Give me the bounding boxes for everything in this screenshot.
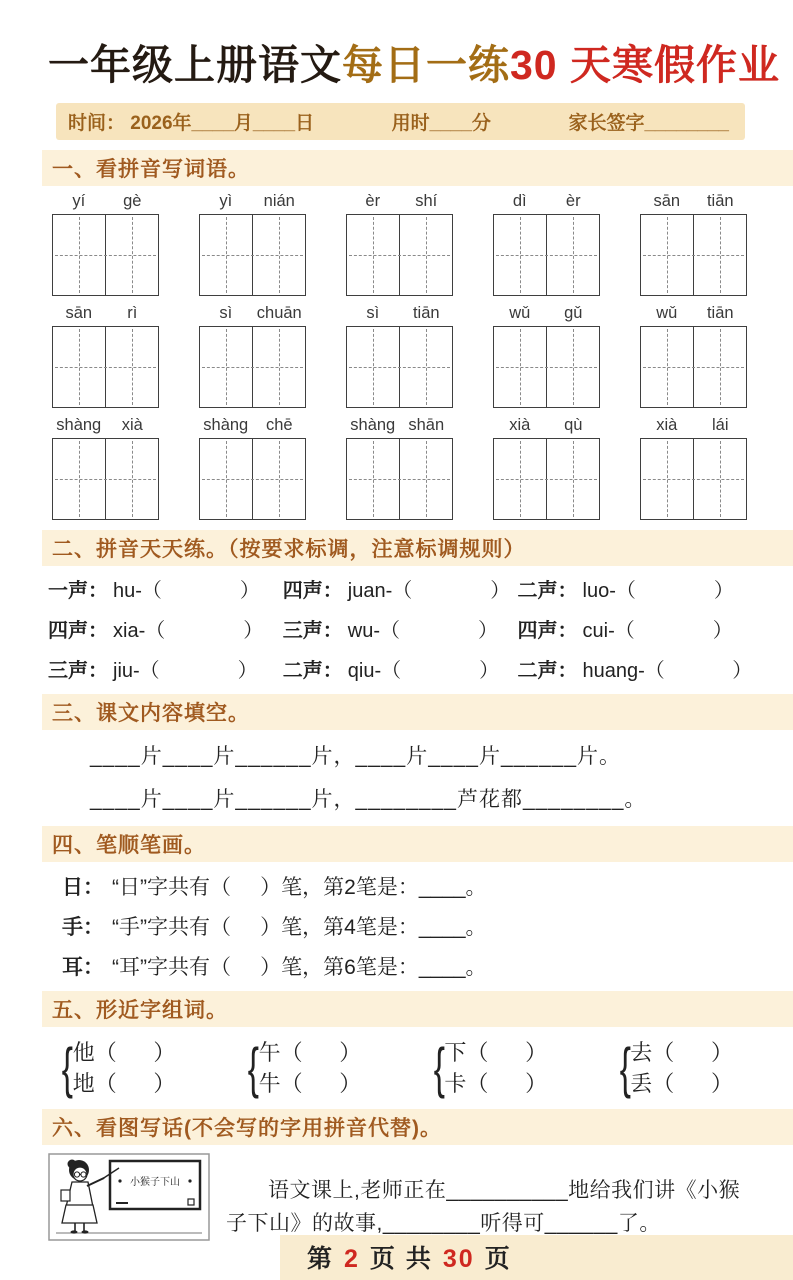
compare-word-row: 地（ ）	[72, 1071, 176, 1096]
teacher-illustration	[48, 1153, 210, 1246]
footer-suffix: 页	[484, 1245, 512, 1273]
word-block	[640, 416, 747, 520]
fill-blank-line: ____片____片______片，____片____片______片。	[90, 745, 622, 768]
pinyin-syllable: shàng	[56, 416, 102, 434]
footer-page-number: 2	[344, 1245, 360, 1273]
tone-item	[283, 574, 518, 603]
pinyin-syllable: xià	[509, 416, 531, 434]
pinyin-labels	[346, 416, 453, 438]
tone-item	[518, 654, 753, 683]
word-block	[52, 192, 159, 296]
writing-grid-cell	[494, 327, 546, 407]
pinyin-labels	[52, 416, 159, 438]
stroke-order-lines	[62, 871, 745, 981]
brace-icon: {	[61, 1036, 73, 1099]
writing-grid-cell	[200, 215, 252, 295]
compare-word-row: 他（ ）	[72, 1040, 176, 1065]
pinyin-syllable: sì	[219, 304, 233, 322]
pinyin-syllable: wǔ	[656, 304, 678, 322]
worksheet-page	[0, 32, 793, 1280]
word-block	[346, 304, 453, 408]
pinyin-syllable: wǔ	[509, 304, 531, 322]
compare-word-row: 去（ ）	[630, 1040, 733, 1065]
pinyin-labels	[346, 192, 453, 214]
tone-item	[48, 654, 283, 683]
writing-grid-box	[640, 326, 747, 408]
brace-group	[616, 1037, 733, 1099]
footer-total-pages: 30	[442, 1245, 475, 1273]
writing-grid-box	[493, 214, 600, 296]
brace-icon: {	[247, 1036, 259, 1099]
pinyin-labels	[640, 304, 747, 326]
compare-word-row: 下（ ）	[444, 1040, 548, 1065]
brace-column	[73, 1037, 176, 1099]
pinyin-writing-grids	[52, 192, 747, 520]
tone-item	[48, 574, 283, 603]
tone-row	[48, 574, 753, 603]
writing-grid-cell	[200, 327, 252, 407]
title-grade-part: 一年级上册语文	[48, 42, 342, 88]
pinyin-syllable: sì	[366, 304, 380, 322]
writing-grid-box	[640, 214, 747, 296]
word-block	[52, 416, 159, 520]
tone-name: 三声：	[282, 620, 343, 642]
answer-blank: ____。	[418, 916, 487, 939]
writing-grid-cell	[347, 327, 399, 407]
tone-syllable: cui-	[582, 620, 615, 642]
brace-icon: {	[433, 1036, 445, 1099]
writing-grid-cell	[494, 439, 546, 519]
tone-row	[48, 654, 753, 683]
writing-grid-box	[199, 438, 306, 520]
pinyin-syllable: shàng	[203, 416, 249, 434]
compare-word-row: 牛（ ）	[258, 1071, 362, 1096]
section5-heading: 五、形近字组词。	[42, 991, 793, 1027]
writing-grid-cell	[641, 215, 693, 295]
pinyin-grid-row	[52, 192, 747, 296]
pinyin-labels	[640, 192, 747, 214]
writing-grid-cell	[252, 215, 305, 295]
writing-grid-cell	[693, 327, 746, 407]
brace-icon: {	[619, 1036, 631, 1099]
writing-grid-cell	[546, 439, 599, 519]
stroke-order-line	[62, 911, 745, 941]
paren-open: （	[392, 580, 413, 602]
page-title	[48, 32, 780, 91]
teacher-book	[61, 1190, 70, 1201]
blackboard	[110, 1161, 200, 1209]
writing-grid-cell	[641, 439, 693, 519]
pinyin-syllable: sān	[65, 304, 93, 322]
meta-signature-field: 家长签字________	[568, 113, 729, 134]
pinyin-labels	[640, 416, 747, 438]
pinyin-syllable: yì	[219, 192, 233, 210]
pinyin-syllable: shān	[408, 416, 445, 434]
brace-group	[244, 1037, 361, 1099]
pinyin-syllable: shàng	[350, 416, 396, 434]
writing-grid-cell	[105, 215, 158, 295]
writing-grid-cell	[252, 327, 305, 407]
writing-grid-cell	[347, 439, 399, 519]
similar-char-groups	[58, 1037, 733, 1099]
teacher-illustration-svg	[48, 1153, 210, 1241]
paren-close: ）	[239, 580, 260, 602]
tone-practice-rows	[48, 574, 753, 683]
tone-syllable: xia-	[113, 620, 146, 642]
writing-grid-box	[52, 214, 159, 296]
pinyin-grid-row	[52, 416, 747, 520]
paren-close: ）	[713, 580, 734, 602]
pinyin-syllable: rì	[127, 304, 138, 322]
footer-middle: 页 共	[369, 1245, 433, 1273]
writing-grid-cell	[399, 327, 452, 407]
pinyin-syllable: sān	[653, 192, 681, 210]
writing-grid-cell	[546, 327, 599, 407]
writing-grid-cell	[53, 327, 105, 407]
word-block	[199, 416, 306, 520]
pinyin-syllable: lái	[711, 416, 729, 434]
paren-open: （	[614, 620, 635, 642]
pinyin-syllable: gè	[123, 192, 142, 210]
pinyin-labels	[493, 192, 600, 214]
tone-name: 一声：	[48, 580, 108, 602]
word-block	[52, 304, 159, 408]
picture-writing-paragraph: 语文课上,老师正在__________地给我们讲《小猴子下山》的故事,________听得可______了。	[226, 1179, 741, 1235]
writing-grid-cell	[200, 439, 252, 519]
paren-open: （	[141, 580, 162, 602]
section1-heading: 一、看拼音写词语。	[42, 150, 793, 186]
meta-duration-field: 用时____分	[391, 113, 491, 134]
pinyin-labels	[52, 192, 159, 214]
pinyin-syllable: dì	[512, 192, 527, 210]
stroke-char: 耳：	[62, 956, 104, 979]
tone-name: 二声：	[517, 660, 578, 682]
board-title-text: 小猴子下山	[130, 1177, 180, 1188]
tone-item	[48, 614, 283, 643]
tone-syllable: hu-	[113, 580, 142, 602]
answer-blank: ____。	[418, 876, 487, 899]
pinyin-labels	[346, 304, 453, 326]
paren-close: ）	[477, 620, 498, 642]
pinyin-syllable: èr	[365, 192, 381, 210]
writing-grid-box	[346, 326, 453, 408]
stroke-char: 日：	[62, 876, 104, 899]
meta-date-field: 时间： 2026年____月____日	[68, 113, 315, 134]
writing-grid-box	[199, 326, 306, 408]
compare-word-row: 丢（ ）	[630, 1071, 733, 1096]
writing-grid-cell	[641, 327, 693, 407]
tone-row	[48, 614, 753, 643]
tone-syllable: huang-	[582, 660, 645, 682]
pinyin-syllable: tiān	[412, 304, 440, 322]
word-block	[640, 192, 747, 296]
tone-syllable: qiu-	[347, 660, 382, 682]
fill-blank-line: ____片____片______片，________芦花都________。	[90, 788, 647, 811]
word-block	[493, 416, 600, 520]
tone-name: 二声：	[517, 580, 578, 602]
paren-close: ）	[712, 620, 733, 642]
paren-open: （	[381, 660, 402, 682]
writing-grid-box	[493, 438, 600, 520]
text-fill-lines	[90, 740, 745, 813]
pinyin-labels	[52, 304, 159, 326]
writing-grid-cell	[53, 439, 105, 519]
paren-close: ）	[479, 660, 500, 682]
stroke-question-text: “日”字共有（ ）笔，第2笔是：	[112, 876, 419, 899]
tone-name: 四声：	[517, 620, 578, 642]
pinyin-syllable: tiān	[706, 304, 734, 322]
answer-blank: ____。	[418, 956, 487, 979]
pinyin-syllable: qù	[564, 416, 583, 434]
stroke-order-line	[62, 951, 745, 981]
stroke-order-line	[62, 871, 745, 901]
stroke-question-text: “手”字共有（ ）笔，第4笔是：	[112, 916, 419, 939]
pinyin-grid-row	[52, 304, 747, 408]
pinyin-syllable: tiān	[706, 192, 734, 210]
compare-word-row: 午（ ）	[258, 1040, 362, 1065]
word-block	[640, 304, 747, 408]
writing-grid-cell	[252, 439, 305, 519]
writing-grid-cell	[399, 439, 452, 519]
writing-grid-box	[346, 438, 453, 520]
pinyin-labels	[199, 192, 306, 214]
pinyin-labels	[493, 304, 600, 326]
pinyin-labels	[199, 304, 306, 326]
brace-group	[430, 1037, 547, 1099]
brace-group	[58, 1037, 175, 1099]
paren-open: （	[145, 620, 166, 642]
word-block	[199, 192, 306, 296]
tone-name: 四声：	[282, 580, 343, 602]
page-footer	[280, 1235, 793, 1280]
pinyin-syllable: nián	[263, 192, 295, 210]
writing-grid-box	[346, 214, 453, 296]
tone-syllable: jiu-	[113, 660, 140, 682]
word-block	[199, 304, 306, 408]
tone-item	[518, 614, 753, 643]
tone-syllable: wu-	[347, 620, 380, 642]
brace-column	[444, 1037, 547, 1099]
pinyin-syllable: shí	[415, 192, 438, 210]
word-block	[346, 416, 453, 520]
word-block	[493, 192, 600, 296]
writing-grid-cell	[399, 215, 452, 295]
tone-item	[283, 654, 518, 683]
pinyin-syllable: xià	[121, 416, 143, 434]
writing-grid-box	[52, 438, 159, 520]
pinyin-labels	[199, 416, 306, 438]
tone-name: 二声：	[282, 660, 343, 682]
pinyin-syllable: yí	[72, 192, 86, 210]
brace-column	[630, 1037, 733, 1099]
paren-open: （	[615, 580, 636, 602]
tone-syllable: juan-	[347, 580, 393, 602]
writing-grid-cell	[494, 215, 546, 295]
writing-grid-cell	[693, 215, 746, 295]
paren-open: （	[379, 620, 400, 642]
writing-grid-box	[199, 214, 306, 296]
writing-grid-cell	[347, 215, 399, 295]
meta-info-bar	[56, 103, 745, 140]
paren-open: （	[139, 660, 160, 682]
pinyin-labels	[493, 416, 600, 438]
pinyin-syllable: èr	[565, 192, 581, 210]
paren-close: ）	[732, 660, 753, 682]
writing-grid-box	[493, 326, 600, 408]
stroke-char: 手：	[62, 916, 104, 939]
compare-word-row: 卡（ ）	[444, 1071, 548, 1096]
tone-name: 三声：	[48, 660, 108, 682]
writing-grid-cell	[693, 439, 746, 519]
section2-heading: 二、拼音天天练。（按要求标调，注意标调规则）	[42, 530, 793, 566]
pinyin-syllable: chē	[265, 416, 293, 434]
section3-heading: 三、课文内容填空。	[42, 694, 793, 730]
tone-item	[283, 614, 518, 643]
tone-syllable: luo-	[582, 580, 616, 602]
tone-name: 四声：	[48, 620, 108, 642]
pinyin-syllable: gǔ	[564, 304, 583, 322]
writing-grid-cell	[105, 439, 158, 519]
writing-grid-box	[640, 438, 747, 520]
pinyin-syllable: xià	[656, 416, 678, 434]
writing-grid-box	[52, 326, 159, 408]
word-block	[493, 304, 600, 408]
word-block	[346, 192, 453, 296]
writing-grid-cell	[53, 215, 105, 295]
tone-item	[518, 574, 753, 603]
pinyin-syllable: chuān	[256, 304, 302, 322]
section6-heading: 六、看图写话(不会写的字用拼音代替)。	[42, 1109, 793, 1145]
section4-heading: 四、笔顺笔画。	[42, 826, 793, 862]
paren-open: （	[644, 660, 665, 682]
footer-prefix: 第	[307, 1245, 335, 1273]
title-practice-part: 每日一练	[342, 42, 510, 88]
paren-close: ）	[243, 620, 264, 642]
title-homework-part: 30 天寒假作业	[510, 42, 780, 88]
paren-close: ）	[237, 660, 258, 682]
writing-grid-cell	[546, 215, 599, 295]
brace-column	[259, 1037, 362, 1099]
writing-grid-cell	[105, 327, 158, 407]
paren-close: ）	[490, 580, 511, 602]
stroke-question-text: “耳”字共有（ ）笔，第6笔是：	[112, 956, 419, 979]
